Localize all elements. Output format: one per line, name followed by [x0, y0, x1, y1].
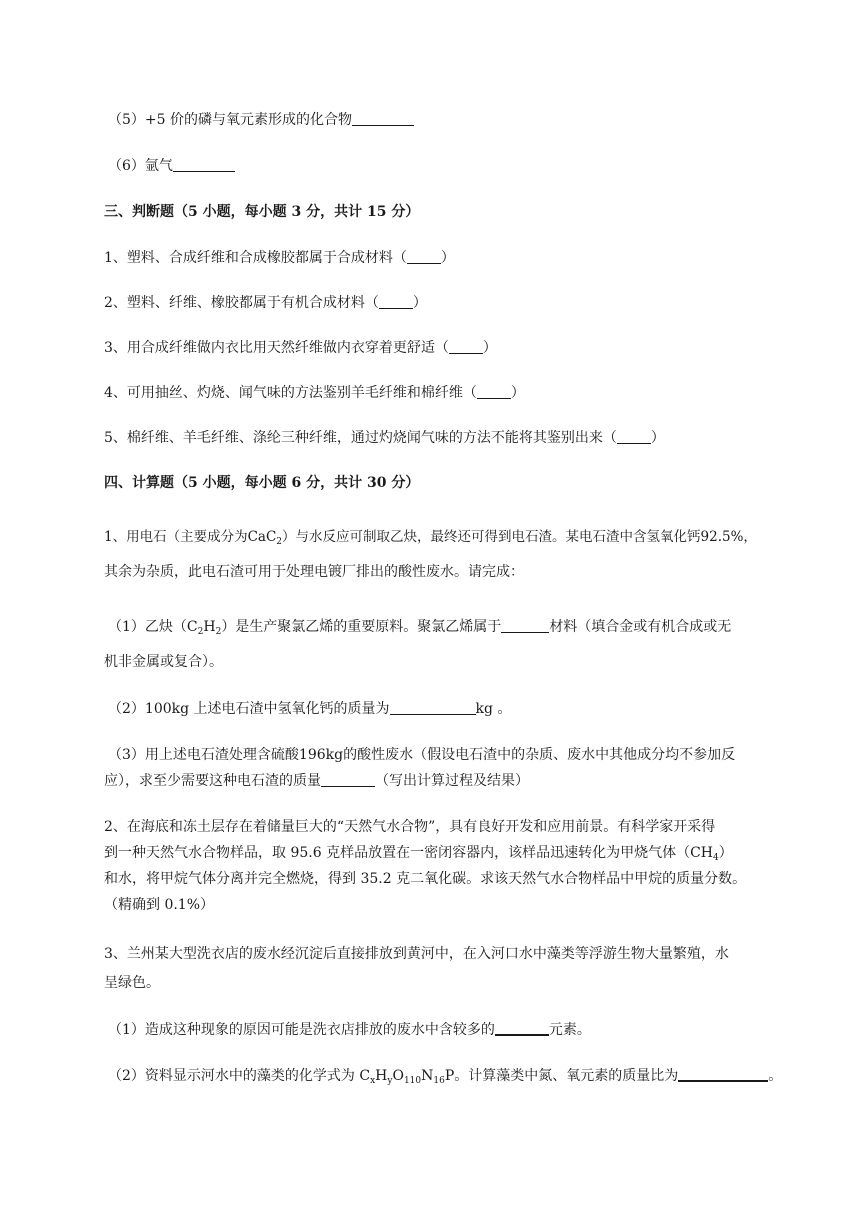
problem-2-line-4: （精确到 0.1%）: [104, 897, 215, 913]
problem-3-line-1: 3、兰州某大型洗衣店的废水经沉淀后直接排放到黄河中，在入河口水中藻类等浮游生物大量繁殖，水: [104, 946, 729, 962]
problem-1-q3: （3）用上述电石渣处理含硫酸196kg的酸性废水（假设电石渣中的杂质、废水中其他成分均不参加反: [108, 747, 736, 763]
text: 材料（填合金或有机合成或无: [549, 619, 732, 635]
answer-blank[interactable]: [407, 249, 441, 264]
text: （2）100kg 上述电石渣中氢氧化钙的质量为: [108, 701, 390, 717]
problem-1-q1-cont: 机非金属或复合）。: [104, 654, 223, 670]
text: H: [375, 1068, 388, 1084]
subscript: 110: [403, 1076, 422, 1086]
item-text: 1、塑料、合成纤维和合成橡胶都属于合成材料（: [104, 250, 407, 266]
item-text-end: ）: [440, 250, 455, 266]
judge-item-1: [104, 248, 455, 268]
question-2-5: [108, 110, 414, 130]
subscript: 2: [215, 627, 222, 637]
judge-item-4: [104, 383, 525, 403]
answer-blank[interactable]: [617, 429, 651, 444]
answer-blank[interactable]: [678, 1066, 768, 1082]
text: ）与水反应可制取乙炔，最终还可得到电石渣。某电石渣中含氢氧化钙92.5%，: [282, 529, 757, 545]
text: H: [203, 619, 216, 635]
text: N: [421, 1068, 434, 1084]
answer-blank[interactable]: [352, 111, 414, 126]
text: 1、用电石（主要成分为CaC: [104, 529, 277, 545]
question-text: （5）+5 价的磷与氧元素形成的化合物: [108, 112, 352, 128]
text: O: [392, 1068, 404, 1084]
problem-2-line-3: 和水，将甲烷气体分离并完全燃烧，得到 35.2 克二氧化碳。求该天然气水合物样品中甲烷的质量分数。: [104, 871, 747, 887]
problem-3-q2: [108, 1066, 782, 1091]
subscript: 2: [197, 627, 204, 637]
problem-1-q2: [108, 699, 511, 719]
problem-2-line-1: 2、在海底和冻土层存在着储量巨大的“天然气水合物”，具有良好开发和应用前景。有科学家开采得: [104, 819, 716, 835]
answer-blank[interactable]: [390, 700, 476, 715]
item-text-end: ）: [482, 340, 497, 356]
judge-item-5: [104, 428, 665, 448]
answer-blank[interactable]: [501, 618, 549, 633]
text: （2）资料显示河水中的藻类的化学式为 C: [108, 1068, 371, 1084]
problem-2-line-2: [104, 843, 733, 868]
item-text-end: ）: [412, 295, 427, 311]
item-text: 5、棉纤维、羊毛纤维、涤纶三种纤维，通过灼烧闻气味的方法不能将其鉴别出来（: [104, 430, 617, 446]
text: ）是生产聚氯乙烯的重要原料。聚氯乙烯属于: [221, 619, 502, 635]
text: （1）乙炔（C: [108, 619, 198, 635]
answer-blank[interactable]: [495, 1020, 549, 1036]
text: 。: [768, 1068, 783, 1084]
problem-3-q1: [108, 1020, 591, 1040]
text: P。计算藻类中氮、氧元素的质量比为: [444, 1068, 679, 1084]
problem-1-line-2: 其余为杂质，此电石渣可用于处理电镀厂排出的酸性废水。请完成：: [104, 564, 524, 580]
judge-item-2: [104, 293, 427, 313]
item-text-end: ）: [650, 430, 665, 446]
subscript: 2: [276, 537, 283, 547]
section-4-heading: 四、计算题（5 小题，每小题 6 分，共计 30 分）: [104, 475, 420, 491]
answer-blank[interactable]: [379, 294, 413, 309]
answer-blank[interactable]: [449, 339, 483, 354]
problem-3-line-2: 呈绿色。: [104, 975, 160, 991]
problem-1-q1: [108, 617, 731, 642]
text: 应），求至少需要这种电石渣的质量: [104, 773, 321, 789]
item-text: 4、可用抽丝、灼烧、闻气味的方法鉴别羊毛纤维和棉纤维（: [104, 385, 477, 401]
question-2-6: [108, 156, 235, 176]
item-text: 3、用合成纤维做内衣比用天然纤维做内衣穿着更舒适（: [104, 340, 449, 356]
subscript: y: [387, 1076, 393, 1086]
subscript: x: [370, 1076, 376, 1086]
problem-1-line-1: [104, 527, 757, 552]
text: （1）造成这种现象的原因可能是洗衣店排放的废水中含较多的: [108, 1022, 495, 1038]
section-3-heading: 三、判断题（5 小题，每小题 3 分，共计 15 分）: [104, 204, 420, 220]
answer-blank[interactable]: [477, 384, 511, 399]
item-text: 2、塑料、纤维、橡胶都属于有机合成材料（: [104, 295, 379, 311]
subscript: 4: [713, 853, 719, 863]
text: kg 。: [475, 701, 512, 717]
text: ）: [718, 845, 733, 861]
question-text: （6）氩气: [108, 158, 173, 174]
item-text-end: ）: [510, 385, 525, 401]
subscript: 16: [433, 1076, 445, 1086]
problem-1-q3-cont: [104, 771, 529, 791]
text: （写出计算过程及结果）: [375, 773, 529, 789]
text: 到一种天然气水合物样品，取 95.6 克样品放置在一密闭容器内，该样品迅速转化为甲烧气体（CH: [104, 845, 713, 861]
judge-item-3: [104, 338, 497, 358]
answer-blank[interactable]: [173, 157, 235, 172]
answer-blank[interactable]: [321, 772, 375, 787]
text: 元素。: [548, 1022, 591, 1038]
